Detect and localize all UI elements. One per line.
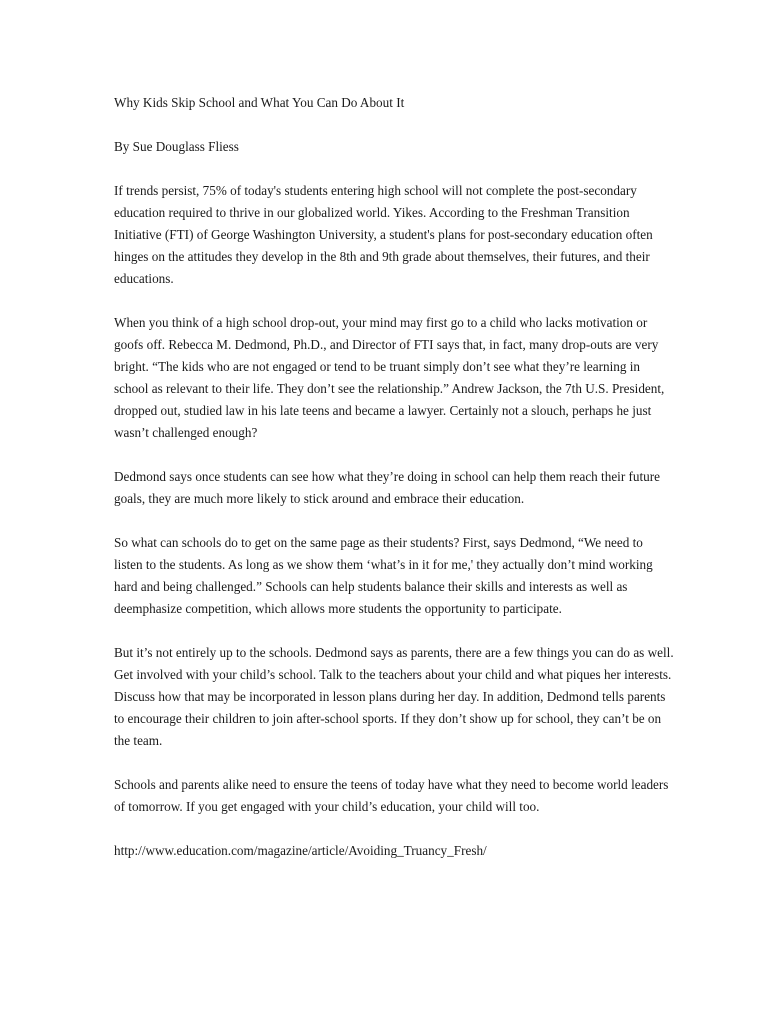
paragraph: If trends persist, 75% of today's students entering high school will not complete the post-secondary education required to thrive in our globalized world. Yikes. According to the Freshman Transition Initiative (FTI) of George Washington University, a student's plans for post-secondary education often hinges on the attitudes they develop in the 8th and 9th grade about themselves, their futures, and their educations. xyxy=(114,183,653,286)
source-url: http://www.education.com/magazine/article/Avoiding_Truancy_Fresh/ xyxy=(114,843,487,858)
document-byline: By Sue Douglass Fliess xyxy=(114,139,239,154)
paragraph: But it’s not entirely up to the schools. Dedmond says as parents, there are a few things you can do as well. Get involved with your child’s school. Talk to the teachers about your child and what piques her interests. Discuss how that may be incorporated in lesson plans during her day. In addition, Dedmond tells parents to encourage their children to join after-school sports. If they don’t show up for school, they can’t be on the team. xyxy=(114,645,674,748)
paragraph: Schools and parents alike need to ensure the teens of today have what they need to become world leaders of tomorrow. If you get engaged with your child’s education, your child will too. xyxy=(114,777,669,814)
paragraph: So what can schools do to get on the same page as their students? First, says Dedmond, “We need to listen to the students. As long as we show them ‘what’s in it for me,' they actually don’t mind working hard and being challenged.” Schools can help students balance their skills and interests as well as deemphasize competition, which allows more students the opportunity to participate. xyxy=(114,535,653,616)
document-title: Why Kids Skip School and What You Can Do About It xyxy=(114,95,405,110)
paragraph: Dedmond says once students can see how what they’re doing in school can help them reach their future goals, they are much more likely to stick around and embrace their education. xyxy=(114,469,661,506)
paragraph: When you think of a high school drop-out, your mind may first go to a child who lacks motivation or goofs off. Rebecca M. Dedmond, Ph.D., and Director of FTI says that, in fact, many drop-outs are very bright. “The kids who are not engaged or tend to be truant simply don’t see what they’re learning in school as relevant to their life. They don’t see the relationship.” Andrew Jackson, the 7th U.S. President, dropped out, studied law in his late teens and became a lawyer. Certainly not a slouch, perhaps he just wasn’t challenged enough? xyxy=(114,315,665,440)
document-body xyxy=(114,92,674,862)
